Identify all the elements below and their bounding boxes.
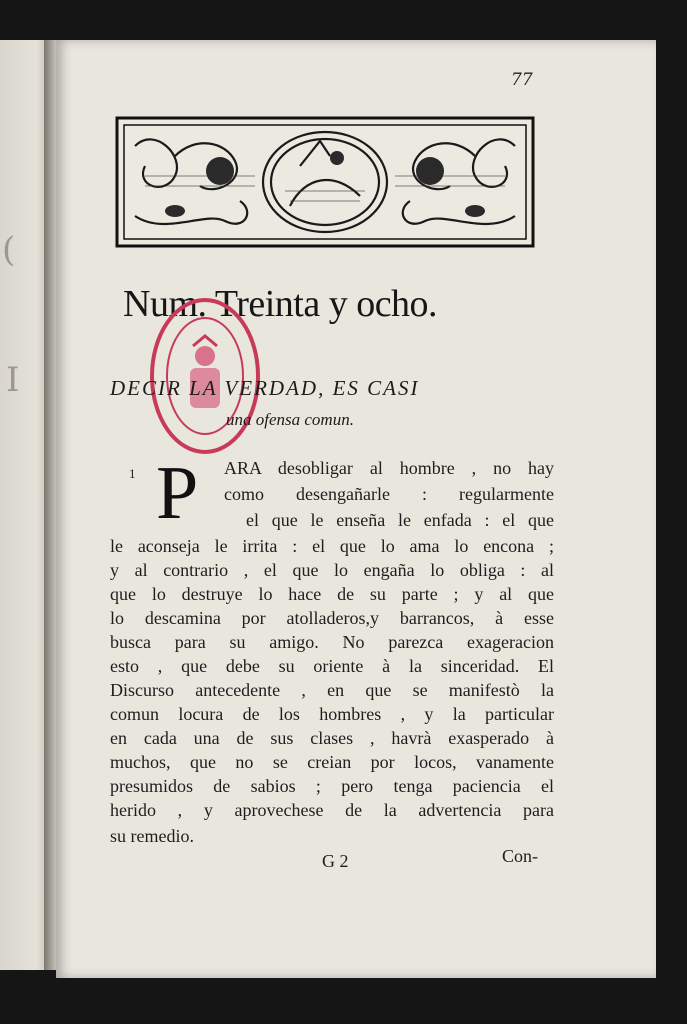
chapter-subtitle-continued: una ofensa comun. — [226, 410, 354, 429]
paragraph-number: 1 — [129, 466, 136, 481]
drop-cap: P — [156, 451, 199, 535]
body-line: muchos, que no se creian por locos, vanamente — [110, 752, 554, 772]
bleed-through-mark: I — [6, 360, 20, 400]
body-line: el que le enseña le enfada : el que — [246, 510, 554, 530]
body-line: Discurso antecedente , en que se manifestò la — [110, 680, 554, 700]
page-number: 77 — [511, 70, 533, 90]
body-line: ARA desobligar al hombre , no hay — [224, 458, 554, 478]
catchword: Con- — [502, 846, 538, 866]
body-line: que lo destruye lo hace de su parte ; y al que — [110, 584, 554, 604]
signature-mark: G 2 — [322, 851, 349, 871]
body-line: presumidos de sabios ; pero tenga paciencia el — [110, 776, 554, 796]
body-line: esto , que debe su oriente à la sinceridad. El — [110, 656, 554, 676]
body-line: lo descamina por atolladeros,y barrancos, à esse — [110, 608, 554, 628]
body-line: comun locura de los hombres , y la particular — [110, 704, 554, 724]
body-line: herido , y aprovechese de la advertencia para — [110, 800, 554, 820]
body-line: su remedio. — [110, 826, 194, 846]
body-line: y al contrario , el que lo engaña lo obliga : al — [110, 560, 554, 580]
body-line: le aconseja le irrita : el que lo ama lo encona ; — [110, 536, 554, 556]
body-line: busca para su amigo. No parezca exageracion — [110, 632, 554, 652]
chapter-title: Num. Treinta y ocho. — [123, 283, 438, 325]
bleed-through-mark: ( — [2, 230, 16, 270]
body-line: en cada una de sus clases , havrà exasperado à — [110, 728, 554, 748]
body-line: como desengañarle : regularmente — [224, 484, 554, 504]
headpiece-ornament — [115, 116, 535, 248]
chapter-subtitle: DECIR LA VERDAD, ES CASI — [110, 376, 420, 400]
